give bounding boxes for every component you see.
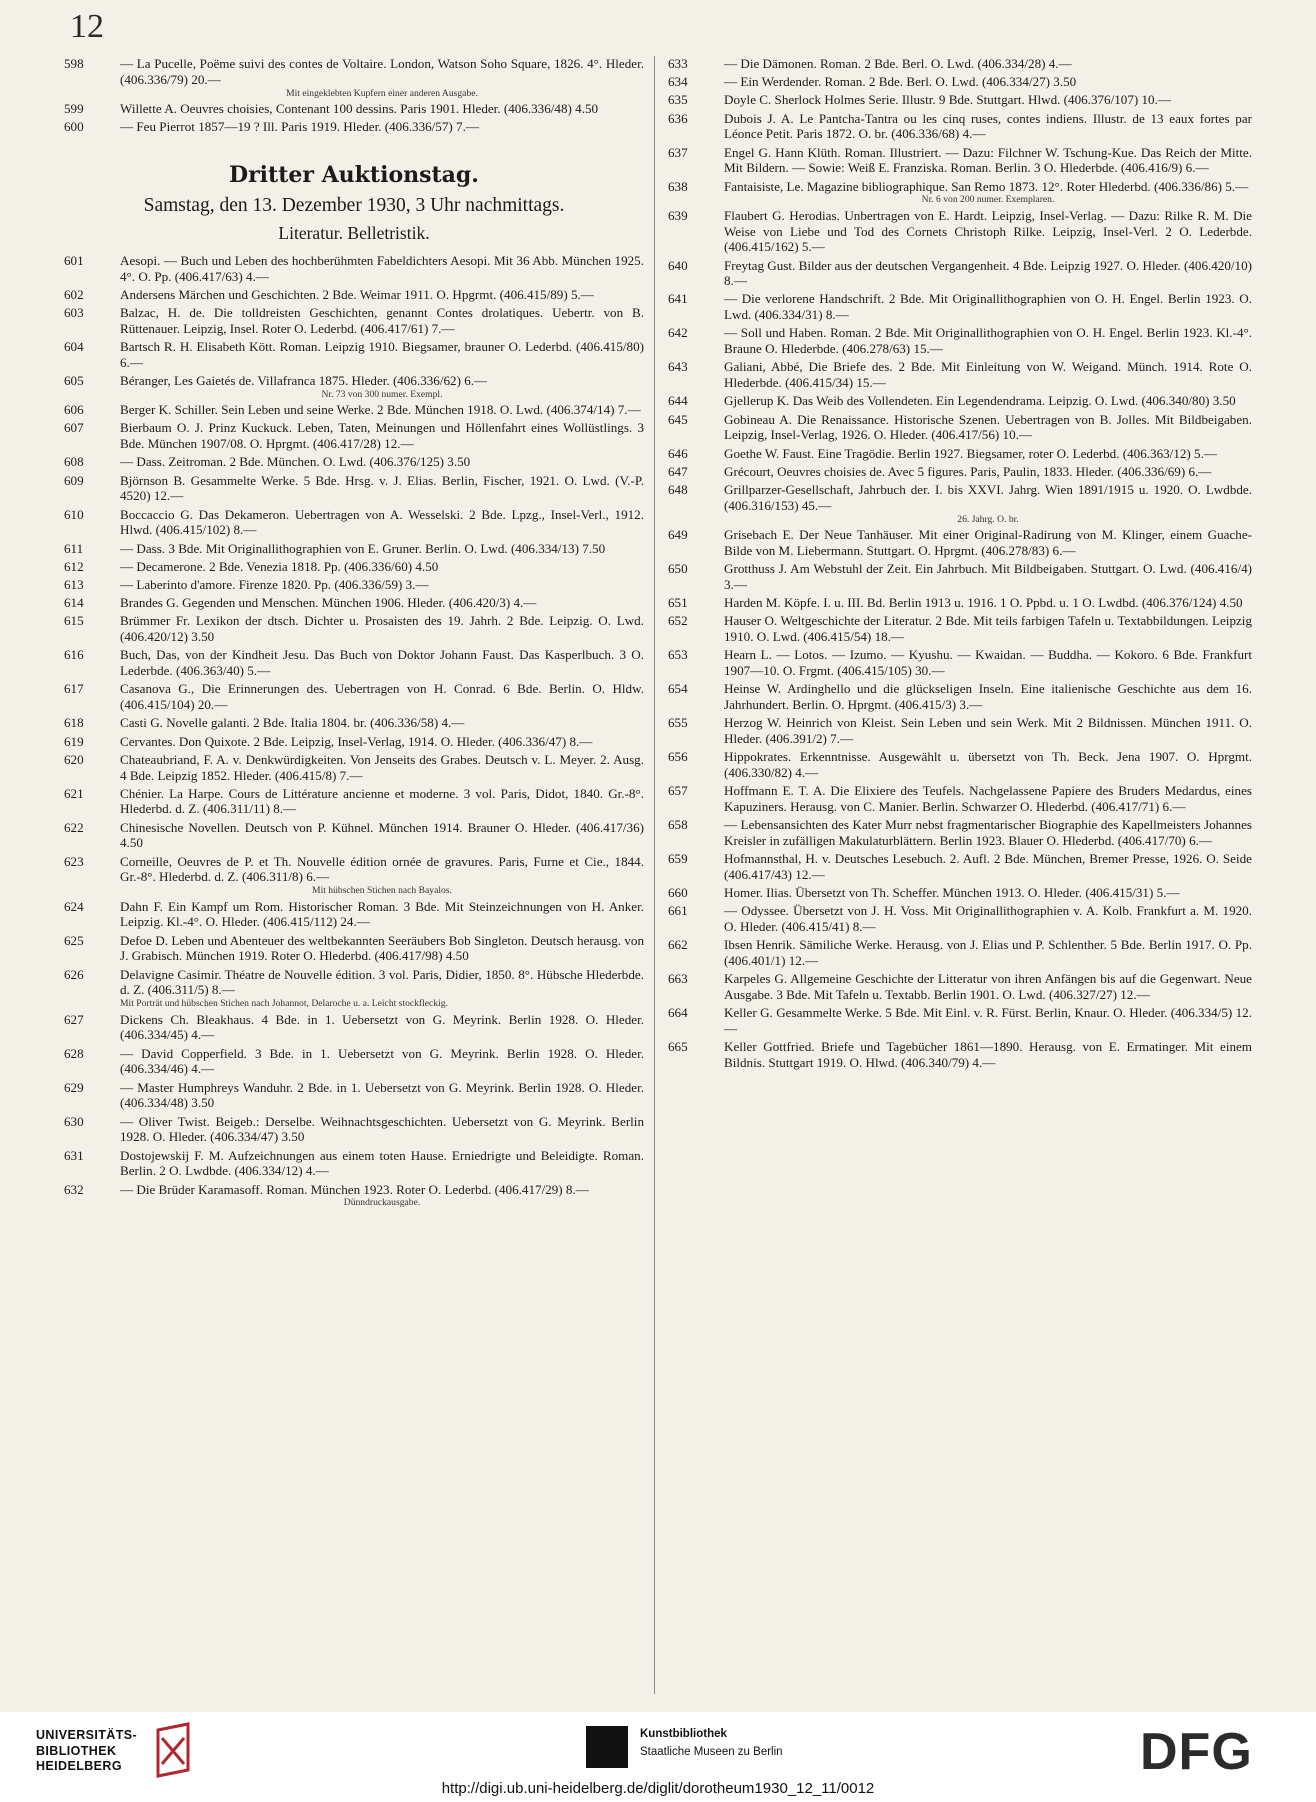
catalog-entry	[64, 507, 644, 539]
lot-description: Andersens Märchen und Geschichten. 2 Bde. Weimar 1911. O. Hpgrmt. (406.415/89) 5.—	[120, 286, 594, 302]
lot-number: 614	[64, 595, 84, 611]
lot-description: — Die Dämonen. Roman. 2 Bde. Berl. O. Lwd. (406.334/28) 4.—	[724, 56, 1072, 71]
lot-description: Hippokrates. Erkenntnisse. Ausgewählt u. übersetzt von Th. Beck. Jena 1907. O. Hprgmt. (406.330/82) 4.—	[724, 749, 1252, 780]
lot-description: Buch, Das, von der Kindheit Jesu. Das Buch von Doktor Johann Faust. Das Kasperlbuch. 3 O. Lederbde. (406.363/40) 5.—	[120, 647, 644, 679]
lot-description: Herzog W. Heinrich von Kleist. Sein Leben und sein Werk. Mit 2 Bildnissen. München 1911. O. Hleder. (406.391/2) 7.—	[724, 715, 1252, 746]
lot-number: 657	[668, 783, 688, 799]
catalog-entry	[64, 253, 644, 285]
lot-number: 599	[64, 100, 84, 116]
catalog-entry	[668, 291, 1252, 323]
kunstbibliothek-subtitle: Staatliche Museen zu Berlin	[640, 1746, 783, 1758]
uni-logo-text	[36, 1728, 137, 1775]
catalog-entry	[668, 111, 1252, 143]
lot-number: 606	[64, 402, 84, 418]
kunstbibliothek-name: Kunstbibliothek	[640, 1728, 727, 1740]
lot-description: Balzac, H. de. Die tolldreisten Geschichten, genannt Contes drolatiques. Uebertr. von B. Rüttenauer. Leipzig, Insel. Roter O. Lederbd. (406.417/61) 7.—	[120, 305, 644, 336]
catalog-entry	[668, 783, 1252, 815]
lot-description: Karpeles G. Allgemeine Geschichte der Litteratur von ihren Anfängen bis auf die Gegenwart. Neue Ausgabe. 3 Bde. Mit Tafeln u. Textabb. Berlin 1901. O. Lwd. (406.327/27) 12.—	[724, 971, 1252, 1002]
lot-description: Fantaisiste, Le. Magazine bibliographique. San Remo 1873. 12°. Roter Hlederbd. (406.336/86) 5.—	[724, 178, 1249, 194]
entries-right	[668, 56, 1252, 1071]
lot-number: 662	[668, 937, 688, 953]
lot-description: Ibsen Henrik. Sämiliche Werke. Herausg. von J. Elias und P. Schlenther. 5 Bde. Berlin 1917. O. Pp. (406.401/1) 12.—	[724, 937, 1252, 968]
lot-number: 644	[668, 393, 688, 409]
catalog-entry	[668, 145, 1252, 177]
lot-number: 660	[668, 885, 688, 900]
lot-number: 642	[668, 325, 688, 341]
lot-number: 661	[668, 903, 688, 919]
lot-number: 627	[64, 1011, 84, 1027]
lot-description: Doyle C. Sherlock Holmes Serie. Illustr. 9 Bde. Stuttgart. Hlwd. (406.376/107) 10.—	[724, 92, 1171, 108]
lot-number: 665	[668, 1039, 688, 1055]
lot-number: 656	[668, 749, 688, 765]
lot-number: 664	[668, 1005, 688, 1021]
entries-preceding	[64, 56, 644, 135]
lot-description: — Decamerone. 2 Bde. Venezia 1818. Pp. (406.336/60) 4.50	[120, 558, 439, 574]
lot-number: 625	[64, 932, 84, 948]
catalog-entry	[64, 820, 644, 852]
lot-description: Gobineau A. Die Renaissance. Historische Szenen. Uebertragen von B. Jolles. Mit Bildbeigaben. Leipzig, Insel-Verlag, 1926. O. Hleder. (406.417/56) 10.—	[724, 411, 1252, 443]
lot-number: 649	[668, 526, 688, 542]
catalog-entry	[64, 101, 644, 117]
lot-description: — Master Humphreys Wanduhr. 2 Bde. in 1. Uebersetzt von G. Meyrink. Berlin 1928. O. Hleder. (406.334/48) 3.50	[120, 1079, 644, 1111]
catalog-entry	[668, 613, 1252, 645]
catalog-entry	[64, 1012, 644, 1044]
catalog-entry	[64, 613, 644, 645]
lot-note: Nr. 6 von 200 numer. Exemplaren.	[921, 194, 1055, 206]
catalog-entry	[64, 786, 644, 818]
catalog-entry	[64, 1148, 644, 1180]
catalog-entry	[64, 577, 644, 593]
lot-number: 601	[64, 252, 84, 268]
catalog-entry	[64, 287, 644, 303]
lot-number: 628	[64, 1045, 84, 1061]
lot-number: 620	[64, 751, 84, 767]
lot-note: Mit eingeklebten Kupfern einer anderen Ausgabe.	[286, 87, 478, 99]
kunstbibliothek-logo[interactable]	[586, 1726, 826, 1774]
catalog-entry	[64, 1080, 644, 1112]
lot-description: Hearn L. — Lotos. — Izumo. — Kyushu. — Kwaidan. — Buddha. — Kokoro. 6 Bde. Frankfurt 1907—10. O. Frgmt. (406.415/105) 30.—	[724, 647, 1252, 678]
lot-number: 640	[668, 257, 688, 273]
lot-description: Grillparzer-Gesellschaft, Jahrbuch der. I. bis XXVI. Jahrg. Wien 1891/1915 u. 1920. O. Lwdbde. (406.316/153) 45.—	[724, 481, 1252, 513]
left-column	[64, 56, 644, 1211]
source-url-link[interactable]: http://digi.ub.uni-heidelberg.de/diglit/dorotheum1930_12_11/0012	[441, 1780, 875, 1797]
catalog-entry	[64, 402, 644, 418]
catalog-entry	[64, 899, 644, 931]
lot-number: 658	[668, 817, 688, 833]
catalog-entry	[64, 854, 644, 897]
lot-description: Chinesische Novellen. Deutsch von P. Kühnel. München 1914. Brauner O. Hleder. (406.417/36) 4.50	[120, 819, 644, 851]
lot-number: 655	[668, 715, 688, 731]
catalog-entry	[668, 527, 1252, 559]
catalog-entry	[668, 446, 1252, 462]
lot-number: 621	[64, 785, 84, 801]
lot-description: Keller Gottfried. Briefe und Tagebücher 1861—1890. Herausg. von E. Ermatinger. Mit einem Bildnis. Stuttgart 1919. O. Hlwd. (406.340/79) 4.—	[724, 1039, 1252, 1070]
catalog-entry	[668, 179, 1252, 206]
catalog-entry	[668, 715, 1252, 747]
catalog-entry	[64, 967, 644, 1010]
lot-number: 610	[64, 506, 84, 522]
lot-number: 663	[668, 971, 688, 987]
lot-number: 608	[64, 454, 84, 470]
catalog-entry	[64, 1182, 644, 1209]
lot-number: 639	[668, 207, 688, 223]
catalog-entry	[668, 412, 1252, 444]
lot-description: — Dass. 3 Bde. Mit Originallithographien von E. Gruner. Berlin. O. Lwd. (406.334/13) 7.50	[120, 540, 606, 556]
catalog-entry	[668, 325, 1252, 357]
lot-description: Hoffmann E. T. A. Die Elixiere des Teufels. Nachgelassene Papiere des Bruders Medardus, eines Kapuziners. Herausg. von C. Manier. Berlin. Schwarzer O. Hlederbd. (406.417/71) 6.—	[724, 783, 1252, 814]
lot-description: Boccaccio G. Das Dekameron. Uebertragen von A. Wesselski. 2 Bde. Lpzg., Insel-Verl., 1912. Hlwd. (406.415/102) 8.—	[120, 506, 644, 538]
lot-description: — Die verlorene Handschrift. 2 Bde. Mit Originallithographien von O. H. Engel. Berlin 1923. O. Lwd. (406.334/31) 8.—	[724, 291, 1252, 323]
catalog-entry	[668, 681, 1252, 713]
right-column	[668, 56, 1252, 1073]
catalog-entry	[668, 851, 1252, 883]
lot-number: 647	[668, 463, 688, 479]
lot-description: Grécourt, Oeuvres choisies de. Avec 5 figures. Paris, Paulin, 1833. Hleder. (406.336/69) 6.—	[724, 463, 1212, 479]
lot-description: Heinse W. Ardinghello und die glückseligen Inseln. Eine italienische Geschichte aus dem 16. Jahrhundert. Berlin. O. Hprgmt. (406.415/3) 3.—	[724, 681, 1252, 712]
lot-description: Chénier. La Harpe. Cours de Littérature ancienne et moderne. 3 vol. Paris, Didot, 1840. Gr.-8°. Hlederbd. d. Z. (406.311/11) 8.—	[120, 785, 644, 817]
lot-description: Béranger, Les Gaietés de. Villafranca 1875. Hleder. (406.336/62) 6.—	[120, 373, 488, 389]
lot-number: 624	[64, 898, 84, 914]
lot-number: 654	[668, 681, 688, 697]
catalog-entry	[668, 1039, 1252, 1071]
library-emblem-icon	[154, 1722, 194, 1778]
lot-description: Brandes G. Gegenden und Menschen. München 1906. Hleder. (406.420/3) 4.—	[120, 595, 537, 611]
lot-description: — Lebensansichten des Kater Murr nebst fragmentarischer Biographie des Kapellmeisters Johannes Kreisler in zufälligen Makulaturblättern. Berlin 1923. Blauer O. Hlederbd. (406.417/70) 6.—	[724, 817, 1252, 848]
lot-number: 618	[64, 715, 84, 731]
catalog-entry	[668, 56, 1252, 72]
lot-number: 650	[668, 560, 688, 576]
catalog-entry	[668, 749, 1252, 781]
catalog-entry	[64, 734, 644, 750]
catalog-entry	[64, 473, 644, 505]
catalog-entry	[668, 359, 1252, 391]
lot-description: Willette A. Oeuvres choisies, Contenant 100 dessins. Paris 1901. Hleder. (406.336/48) 4.50	[120, 100, 599, 116]
lot-description: — David Copperfield. 3 Bde. in 1. Uebersetzt von G. Meyrink. Berlin 1928. O. Hleder. (406.334/46) 4.—	[120, 1045, 644, 1077]
lot-description: Goethe W. Faust. Eine Tragödie. Berlin 1927. Biegsamer, roter O. Lederbd. (406.363/12) 5.—	[724, 445, 1217, 461]
lot-number: 613	[64, 577, 84, 592]
lot-note: 26. Jahrg. O. br.	[957, 513, 1019, 525]
catalog-entry	[64, 541, 644, 557]
catalog-entry	[668, 482, 1252, 525]
catalog-entry	[64, 305, 644, 337]
catalog-entry	[668, 885, 1252, 901]
catalog-entry	[64, 1046, 644, 1078]
catalog-entry	[64, 373, 644, 400]
lot-description: Gjellerup K. Das Weib des Vollendeten. Ein Legendendrama. Leipzig. O. Lwd. (406.340/80) 3.50	[724, 393, 1236, 409]
lot-number: 600	[64, 119, 84, 135]
lot-number: 630	[64, 1113, 84, 1129]
lot-number: 607	[64, 420, 84, 436]
section-title: Dritter Auktionstag.	[229, 161, 479, 188]
section-heading	[64, 161, 644, 245]
lot-note: Mit Porträt und hübschen Stichen nach Johannot, Delaroche u. a. Leicht stockfleckig.	[120, 998, 448, 1010]
lot-number: 641	[668, 291, 688, 307]
lot-number: 615	[64, 613, 84, 629]
lot-number: 645	[668, 411, 688, 427]
lot-number: 637	[668, 144, 688, 160]
catalog-entry	[668, 647, 1252, 679]
lot-note: Dünndruckausgabe.	[343, 1197, 421, 1209]
catalog-entry	[64, 933, 644, 965]
lot-description: Dubois J. A. Le Pantcha-Tantra ou les cinq ruses, contes indiens. Illustr. de 13 eaux fortes par Léonce Petit. Paris 1872. O. br. (406.336/68) 4.—	[724, 110, 1252, 142]
lot-number: 623	[64, 853, 84, 869]
lot-description: — Odyssee. Übersetzt von J. H. Voss. Mit Originallithographien v. A. Kolb. Frankfurt a. M. 1920. O. Hleder. (406.415/41) 8.—	[724, 903, 1252, 934]
lot-description: Delavigne Casimir. Théatre de Nouvelle édition. 3 vol. Paris, Didier, 1850. 8°. Hübsche Hlederbde. d. Z. (406.311/5) 8.—	[120, 966, 644, 998]
lot-description: — Laberinto d'amore. Firenze 1820. Pp. (406.336/59) 3.—	[120, 577, 429, 592]
catalog-entry	[668, 937, 1252, 969]
catalog-entry	[64, 752, 644, 784]
catalog-entry	[64, 420, 644, 452]
lot-description: Engel G. Hann Klüth. Roman. Illustriert. — Dazu: Filchner W. Tschung-Kue. Das Reich der Mitte. Mit Bildern. — Sowie: Weiß E. Franziska. Roman. Berlin. 3 O. Hlederbde. (406.416/9) 6.—	[724, 144, 1252, 176]
dfg-logo[interactable]: DFG	[1140, 1723, 1253, 1781]
catalog-entry	[64, 647, 644, 679]
catalog-entry	[668, 1005, 1252, 1037]
lot-description: — Ein Werdender. Roman. 2 Bde. Berl. O. Lwd. (406.334/27) 3.50	[724, 74, 1077, 90]
lot-number: 631	[64, 1147, 84, 1163]
lot-number: 603	[64, 305, 84, 321]
lot-description: Dickens Ch. Bleakhaus. 4 Bde. in 1. Uebersetzt von G. Meyrink. Berlin 1928. O. Hleder. (406.334/45) 4.—	[120, 1011, 644, 1043]
lot-number: 659	[668, 851, 688, 867]
footer-bar	[0, 1712, 1316, 1802]
lot-note: Mit hübschen Stichen nach Bayalos.	[312, 885, 452, 897]
lot-number: 643	[668, 359, 688, 375]
lot-description: Bierbaum O. J. Prinz Kuckuck. Leben, Taten, Meinungen und Höllenfahrt eines Wollüstlings. 3 Bde. München 1907/08. O. Hprgmt. (406.417/28) 12.—	[120, 420, 644, 452]
catalog-entry	[64, 1114, 644, 1146]
lot-number: 633	[668, 56, 688, 71]
lot-number: 604	[64, 339, 84, 355]
lot-number: 609	[64, 472, 84, 488]
catalog-entry	[668, 258, 1252, 290]
lot-description: — Die Brüder Karamasoff. Roman. München 1923. Roter O. Lederbd. (406.417/29) 8.—	[120, 1181, 589, 1197]
uni-logo-line1: UNIVERSITÄTS-	[36, 1728, 138, 1742]
catalog-entry	[668, 903, 1252, 935]
catalog-entry	[668, 208, 1252, 255]
uni-heidelberg-logo[interactable]	[36, 1722, 226, 1782]
lot-description: — La Pucelle, Poëme suivi des contes de Voltaire. London, Watson Soho Square, 1826. 4°. Hleder. (406.336/79) 20.—	[120, 56, 644, 87]
lot-description: Grisebach E. Der Neue Tanhäuser. Mit einer Original-Radirung von M. Klinger, einem Guache-Bilde von M. Liebermann. Stuttgart. O. Hprgmt. (406.278/83) 6.—	[724, 526, 1252, 558]
lot-number: 605	[64, 373, 84, 389]
lot-number: 619	[64, 733, 84, 749]
lot-description: Dahn F. Ein Kampf um Rom. Historischer Roman. 3 Bde. Mit Steinzeichnungen von H. Anker. Leipzig. Kl.-4°. O. Hleder. (406.415/112) 24.—	[120, 898, 644, 930]
uni-logo-line2: BIBLIOTHEK	[36, 1743, 117, 1758]
lot-description: Flaubert G. Herodias. Unbertragen von E. Hardt. Leipzig, Insel-Verlag. — Dazu: Rilke R. M. Die Weise von Liebe und Tod des Cornets Christoph Rilke. Leipzig, Insel-Verl. 2 O. Lederbde. (406.415/162) 5.—	[724, 207, 1252, 255]
catalog-entry	[64, 715, 644, 731]
catalog-entry	[668, 971, 1252, 1003]
lot-description: Galiani, Abbé, Die Briefe des. 2 Bde. Mit Einleitung von W. Weigand. Münch. 1914. Rote O. Hlederbde. (406.415/34) 15.—	[724, 359, 1252, 391]
lot-description: Harden M. Köpfe. I. u. III. Bd. Berlin 1913 u. 1916. 1 O. Ppbd. u. 1 O. Lwdbd. (406.376/124) 4.50	[724, 594, 1243, 610]
section-subtitle: Samstag, den 13. Dezember 1930, 3 Uhr nachmittags.	[143, 194, 565, 216]
lot-number: 629	[64, 1079, 84, 1095]
catalog-entry	[668, 74, 1252, 90]
lot-description: Defoe D. Leben und Abenteuer des weltbekannten Seeräubers Bob Singleton. Deutsch herausg. von J. Grabisch. München 1919. Roter O. Hlederbd. (406.417/98) 4.50	[120, 932, 644, 964]
catalog-entry	[64, 595, 644, 611]
lot-description: Hauser O. Weltgeschichte der Literatur. 2 Bde. Mit teils farbigen Tafeln u. Textabbildungen. Leipzig 1910. O. Lwd. (406.415/54) 18.—	[724, 613, 1252, 644]
catalog-entry	[64, 56, 644, 99]
lot-number: 617	[64, 681, 84, 697]
lot-description: Hofmannsthal, H. v. Deutsches Lesebuch. 2. Aufl. 2 Bde. München, Bremer Presse, 1926. O. Seide (406.417/43) 12.—	[724, 851, 1252, 882]
lot-number: 616	[64, 647, 84, 663]
lot-description: — Soll und Haben. Roman. 2 Bde. Mit Originallithographien von O. H. Engel. Berlin 1923. Kl.-4°. Braune O. Hlederbde. (406.278/63) 15.—	[724, 325, 1252, 357]
lot-number: 638	[668, 178, 688, 194]
lot-description: Corneille, Oeuvres de P. et Th. Nouvelle édition ornée de gravures. Paris, Furne et Cie., 1844. Gr.-8°. Hlederbd. d. Z. (406.311/8) 6.—	[120, 853, 644, 885]
column-divider	[654, 56, 655, 1694]
lot-description: Cervantes. Don Quixote. 2 Bde. Leipzig, Insel-Verlag, 1914. O. Hleder. (406.336/47) 8.—	[120, 733, 593, 749]
lot-number: 632	[64, 1181, 84, 1197]
catalog-entry	[668, 92, 1252, 108]
lot-note: Nr. 73 von 300 numer. Exempl.	[321, 388, 443, 400]
catalog-entry	[668, 393, 1252, 409]
lot-number: 651	[668, 594, 688, 610]
catalog-entry	[64, 339, 644, 371]
catalog-entry	[64, 119, 644, 135]
lot-number: 653	[668, 647, 688, 663]
lot-description: Grotthuss J. Am Webstuhl der Zeit. Ein Jahrbuch. Mit Bildbeigaben. Stuttgart. O. Lwd. (406.416/4) 3.—	[724, 560, 1252, 592]
lot-description: Casti G. Novelle galanti. 2 Bde. Italia 1804. br. (406.336/58) 4.—	[120, 715, 465, 731]
lot-description: Homer. Ilias. Übersetzt von Th. Scheffer. München 1913. O. Hleder. (406.415/31) 5.—	[724, 885, 1180, 900]
lot-description: Keller G. Gesammelte Werke. 5 Bde. Mit Einl. v. R. Fürst. Berlin, Knaur. O. Hleder. (406.334/5) 12.—	[724, 1005, 1252, 1036]
lot-description: Chateaubriand, F. A. v. Denkwürdigkeiten. Von Jenseits des Grabes. Deutsch v. L. Meyer. 2. Ausg. 4 Bde. Leipzig 1852. Hleder. (406.415/8) 7.—	[120, 751, 644, 783]
lot-description: Aesopi. — Buch und Leben des hochberühmten Fabeldichters Aesopi. Mit 36 Abb. München 1925. 4°. O. Pp. (406.417/63) 4.—	[120, 252, 644, 284]
lot-number: 598	[64, 56, 84, 71]
lot-description: Bartsch R. H. Elisabeth Kött. Roman. Leipzig 1910. Biegsamer, brauner O. Lederbd. (406.415/80) 6.—	[120, 339, 644, 370]
lot-number: 611	[64, 540, 84, 556]
catalog-entry	[668, 464, 1252, 480]
lot-number: 634	[668, 74, 688, 90]
lot-description: Dostojewskij F. M. Aufzeichnungen aus einem toten Hause. Erniedrigte und Beleidigte. Roman. Berlin. 2 O. Lwdbde. (406.334/12) 4.—	[120, 1147, 644, 1179]
catalog-entry	[668, 817, 1252, 849]
lot-number: 652	[668, 613, 688, 629]
lot-description: — Feu Pierrot 1857—19 ? Ill. Paris 1919. Hleder. (406.336/57) 7.—	[120, 119, 479, 135]
lot-description: Casanova G., Die Erinnerungen des. Uebertragen von H. Conrad. 6 Bde. Berlin. O. Hldw. (406.415/104) 20.—	[120, 681, 644, 713]
catalog-entry	[64, 454, 644, 470]
lot-description: — Dass. Zeitroman. 2 Bde. München. O. Lwd. (406.376/125) 3.50	[120, 454, 471, 470]
lot-description: Björnson B. Gesammelte Werke. 5 Bde. Hrsg. v. J. Elias. Berlin, Fischer, 1921. O. Lwd. (V.-P. 4520) 12.—	[120, 472, 644, 504]
kunstbibliothek-square-icon	[586, 1726, 628, 1768]
lot-description: Brümmer Fr. Lexikon der dtsch. Dichter u. Prosaisten des 19. Jahrh. 2 Bde. Leipzig. O. Lwd. (406.420/12) 3.50	[120, 613, 644, 645]
section-category: Literatur. Belletristik.	[278, 222, 430, 243]
lot-number: 636	[668, 110, 688, 126]
lot-description: Freytag Gust. Bilder aus der deutschen Vergangenheit. 4 Bde. Leipzig 1927. O. Hleder. (406.420/10) 8.—	[724, 257, 1252, 289]
lot-number: 646	[668, 445, 688, 461]
lot-number: 648	[668, 481, 688, 497]
catalog-entry	[668, 561, 1252, 593]
lot-number: 626	[64, 966, 84, 982]
uni-logo-line3: HEIDELBERG	[36, 1759, 122, 1773]
lot-number: 612	[64, 558, 84, 574]
lot-number: 602	[64, 286, 84, 302]
page-number: 12	[70, 8, 104, 45]
catalog-entry	[668, 595, 1252, 611]
lot-number: 635	[668, 92, 688, 108]
catalog-entry	[64, 559, 644, 575]
entries-left	[64, 253, 644, 1208]
lot-description: — Oliver Twist. Beigeb.: Derselbe. Weihnachtsgeschichten. Uebersetzt von G. Meyrink. Berlin 1928. O. Hleder. (406.334/47) 3.50	[120, 1113, 644, 1145]
lot-description: Berger K. Schiller. Sein Leben und seine Werke. 2 Bde. München 1918. O. Lwd. (406.374/14) 7.—	[120, 402, 641, 418]
lot-number: 622	[64, 819, 84, 835]
catalog-entry	[64, 681, 644, 713]
